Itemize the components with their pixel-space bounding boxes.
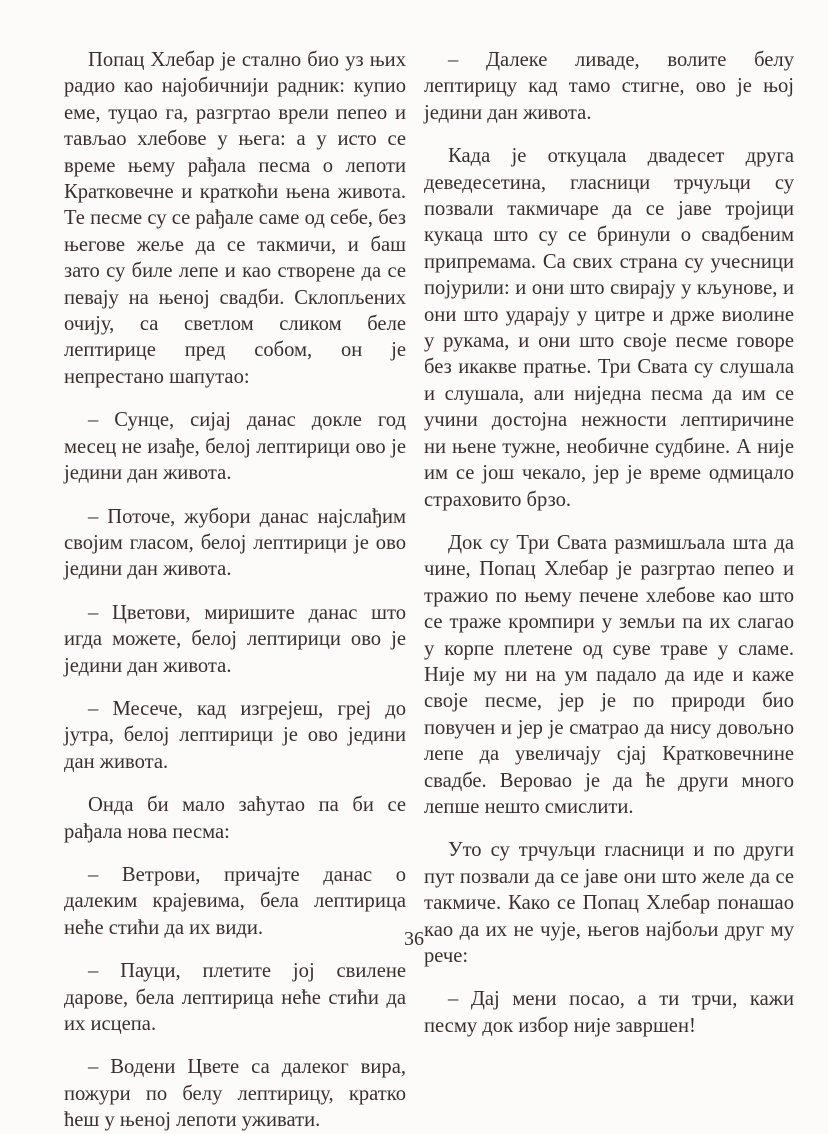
paragraph: Попац Хлебар је стално био уз њих радио као најобичнији радник: купио еме, туцао га, разгртао врели пепео и тављао хлебове у њега: а у исто се време њему рађала песма о лепоти Кратковечне и краткоћи њена живота. Те песме су се рађале саме од себе, без његове жеље да се такмичи, и баш зато су биле лепе и као створене да се певају на њеној свадби. Склопљених очију, са светлом сликом беле лептирице пред собом, он је непрестано шапутао: xyxy=(64,49,406,388)
paragraph: – Цветови, миришите данас што игда можете, белој лептирици ово је једини дан живота. xyxy=(64,601,406,677)
paragraph: Уто су трчуљци гласници и по други пут позвали да се јаве они што желе да се такмиче. Како се Попац Хлебар понашао као да их не чује, његов најбољи друг му рече: xyxy=(424,839,794,967)
left-column xyxy=(64,47,406,1134)
paragraph: – Далеке ливаде, волите белу лептирицу кад тамо стигне, ово је њој једини дан живота. xyxy=(424,49,794,124)
page-number: 36 xyxy=(404,928,424,950)
paragraph: – Месече, кад изгрејеш, грej до јутра, белој лептирици је ово једини дан живота. xyxy=(64,697,406,773)
paragraph: – Сунце, сијај данас докле год месец не изађе, белој лептирици ово је једини дан живота. xyxy=(64,409,406,485)
paragraph: Када је откуцала двадесет друга деведесетина, гласници трчуљци су позвали такмичаре да се јаве тројици кукаца што су се бринули о свадбеним припремама. Са свих страна су учесници појурили: и они што свирају у кљунове, и они што ударају у цитре и држе виолине у рукама, и они што своје песме говоре без икакве пратње. Три Свата су слушала и слушала, али ниједна песма да им се учини достојна нежности лептиричине ни њене тужне, необичне судбине. А није им се још чекало, јер је време одмицало страховито брзо. xyxy=(424,145,794,511)
paragraph: Онда би мало заћутао па би се рађала нова песма: xyxy=(64,794,406,843)
paragraph: Док су Три Свата размишљала шта да чине, Попац Хлебар је разгртао пепео и тражио по њему печене хлебове као што се траже кромпири у земљи па их слагао у корпе плетене од суве траве у сламе. Није му ни на ум падало да иде и каже своје песме, јер је по природи био повучен и јер је сматрао да нису довољно лепе да увеличају сјај Кратковечнине свадбе. Веровао је да ће други много лепше нешто смислити. xyxy=(424,531,794,818)
paragraph: – Водени Цвете са далеког вира, пожури по белу лептирицу, кратко ћеш у њеној лепоти уживати. xyxy=(64,1056,406,1132)
right-column xyxy=(424,47,794,1039)
paragraph: – Поточе, жубори данас најслађим својим гласом, белој лептирици је ово једини дан живота. xyxy=(64,505,406,581)
paragraph: – Ветрови, причајте данас о далеким крајевима, бела лептирица неће стићи да их види. xyxy=(64,863,406,939)
paragraph: – Дај мени посао, а ти трчи, кажи песму док избор није завршен! xyxy=(424,988,794,1037)
paragraph: – Пауци, плетите јој свилене дарове, бела лептирица неће стићи да их исцепа. xyxy=(64,960,406,1035)
